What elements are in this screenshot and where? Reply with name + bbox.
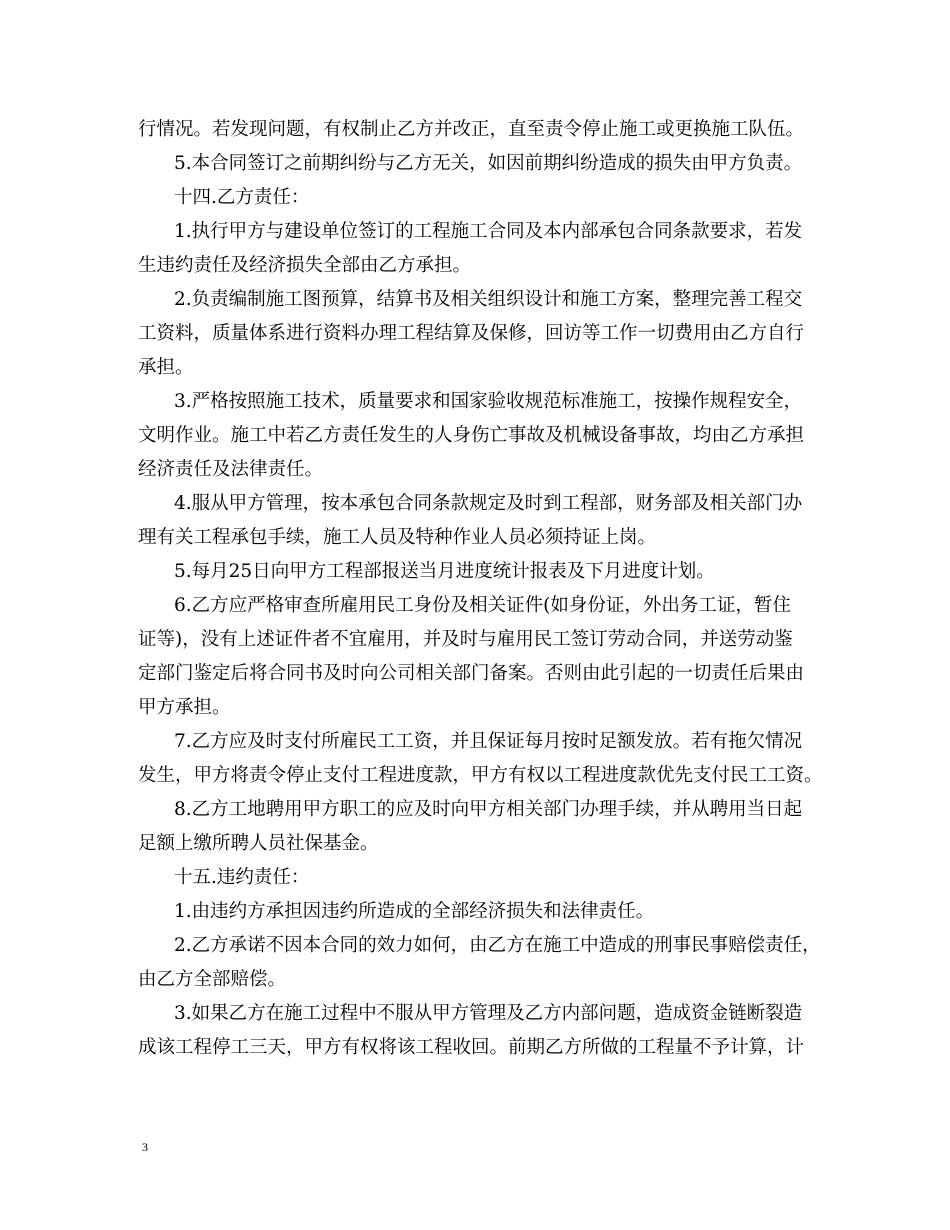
paragraph-line: 生违约责任及经济损失全部由乙方承担。 [138,255,472,276]
paragraph-line: 2.负责编制施工图预算，结算书及相关组织设计和施工方案，整理完善工程交 [174,289,803,310]
paragraph-line: 6.乙方应严格审查所雇用民工身份及相关证件(如身份证，外出务工证，暂住 [174,595,791,616]
paragraph-line: 行情况。若发现问题，有权制止乙方并改正，直至责令停止施工或更换施工队伍。 [138,119,805,140]
paragraph-line: 工资料，质量体系进行资料办理工程结算及保修，回访等工作一切费用由乙方自行 [138,323,805,344]
paragraph-line: 甲方承担。 [138,697,231,718]
paragraph-line: 2.乙方承诺不因本合同的效力如何，由乙方在施工中造成的刑事民事赔偿责任， [174,935,821,956]
page-number: 3 [142,1140,148,1154]
paragraph-line: 理有关工程承包手续，施工人员及特种作业人员必须持证上岗。 [138,527,657,548]
paragraph-line: 3.严格按照施工技术，质量要求和国家验收规范标准施工，按操作规程安全， [174,391,803,412]
paragraph-line: 经济责任及法律责任。 [138,459,324,480]
paragraph-line: 发生，甲方将责令停止支付工程进度款，甲方有权以工程进度款优先支付民工工资。 [138,765,823,786]
paragraph-line: 成该工程停工三天，甲方有权将该工程收回。前期乙方所做的工程量不予计算，计 [138,1037,805,1058]
paragraph-line: 定部门鉴定后将合同书及时向公司相关部门备案。否则由此引起的一切责任后果由 [138,663,805,684]
paragraph-line: 1.由违约方承担因违约所造成的全部经济损失和法律责任。 [174,901,655,922]
section-heading: 十五.违约责任： [174,867,310,888]
paragraph-line: 足额上缴所聘人员社保基金。 [138,833,379,854]
paragraph-line: 文明作业。施工中若乙方责任发生的人身伤亡事故及机械设备事故，均由乙方承担 [138,425,805,446]
paragraph-line: 5.本合同签订之前期纠纷与乙方无关，如因前期纠纷造成的损失由甲方负责。 [174,153,803,174]
paragraph-line: 7.乙方应及时支付所雇民工工资，并且保证每月按时足额发放。若有拖欠情况 [174,731,803,752]
paragraph-line: 3.如果乙方在施工过程中不服从甲方管理及乙方内部问题，造成资金链断裂造 [174,1003,803,1024]
paragraph-line: 承担。 [138,357,194,378]
paragraph-line: 4.服从甲方管理，按本承包合同条款规定及时到工程部，财务部及相关部门办 [174,493,803,514]
paragraph-line: 由乙方全部赔偿。 [138,969,287,990]
paragraph-line: 1.执行甲方与建设单位签订的工程施工合同及本内部承包合同条款要求，若发 [174,221,803,242]
section-heading: 十四.乙方责任： [174,187,310,208]
paragraph-line: 5.每月25日向甲方工程部报送当月进度统计报表及下月进度计划。 [174,561,715,582]
paragraph-line: 8.乙方工地聘用甲方职工的应及时向甲方相关部门办理手续，并从聘用当日起 [174,799,803,820]
paragraph-line: 证等)，没有上述证件者不宜雇用，并及时与雇用民工签订劳动合同，并送劳动鉴 [138,629,793,650]
